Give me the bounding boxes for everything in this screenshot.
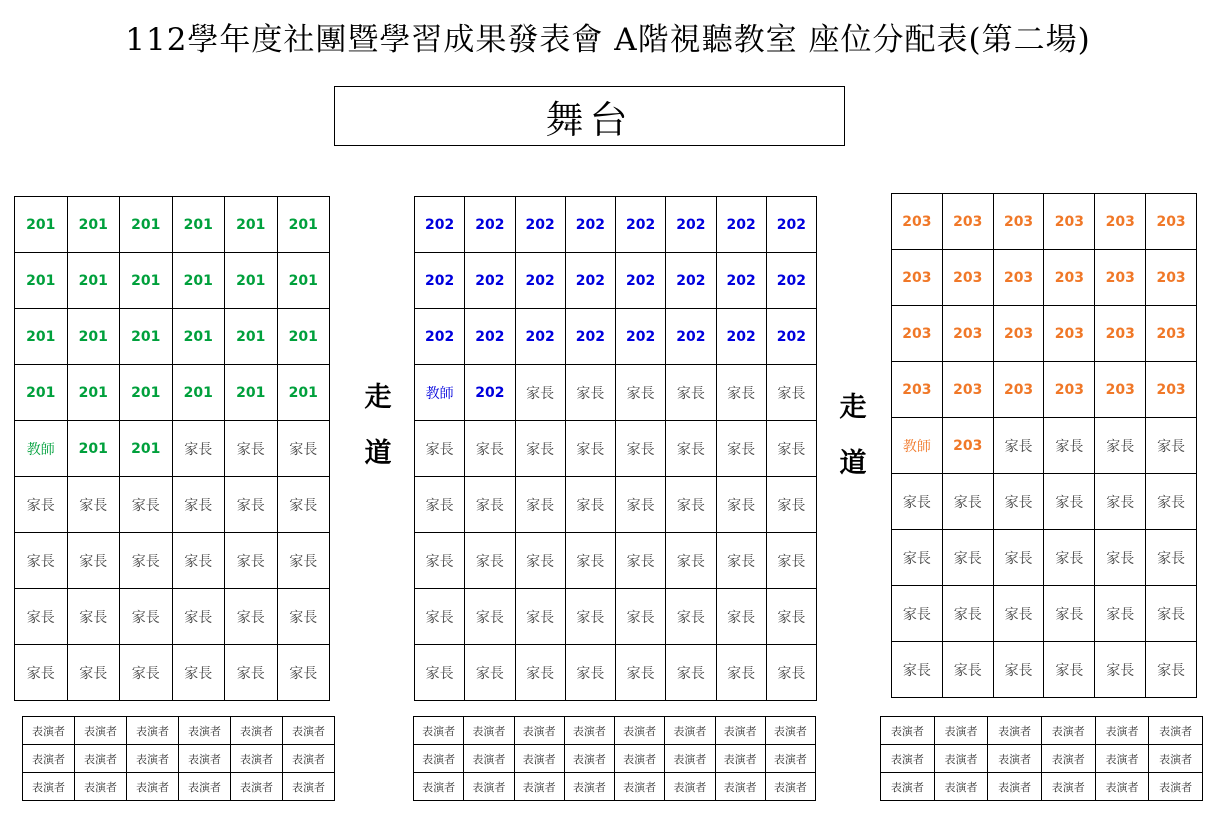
seat-cell: 家長 bbox=[1044, 642, 1095, 698]
seat-cell: 202 bbox=[515, 309, 565, 365]
seat-cell: 201 bbox=[225, 197, 278, 253]
performer-cell: 表演者 bbox=[1149, 773, 1203, 801]
seat-row bbox=[15, 253, 330, 309]
performer-cell: 表演者 bbox=[127, 773, 179, 801]
aisle-char: 道 bbox=[839, 448, 867, 479]
seat-cell: 家長 bbox=[616, 365, 666, 421]
performer-cell: 表演者 bbox=[1149, 717, 1203, 745]
performer-cell: 表演者 bbox=[988, 773, 1042, 801]
seat-cell: 201 bbox=[277, 197, 330, 253]
seat-cell: 201 bbox=[172, 197, 225, 253]
performer-cell: 表演者 bbox=[715, 717, 765, 745]
performer-row bbox=[23, 717, 335, 745]
performer-cell: 表演者 bbox=[464, 745, 514, 773]
performer-cell: 表演者 bbox=[283, 717, 335, 745]
seat-cell: 202 bbox=[465, 365, 515, 421]
seat-cell: 家長 bbox=[1044, 586, 1095, 642]
seat-cell: 家長 bbox=[766, 589, 816, 645]
seat-cell: 家長 bbox=[515, 477, 565, 533]
seat-cell: 教師 bbox=[15, 421, 68, 477]
seat-cell: 家長 bbox=[465, 533, 515, 589]
seat-cell: 203 bbox=[942, 418, 993, 474]
seat-cell: 201 bbox=[67, 421, 120, 477]
performer-cell: 表演者 bbox=[988, 717, 1042, 745]
seat-cell: 家長 bbox=[616, 645, 666, 701]
seat-cell: 203 bbox=[993, 250, 1044, 306]
seat-cell: 家長 bbox=[892, 530, 943, 586]
seat-row bbox=[892, 418, 1197, 474]
performer-cell: 表演者 bbox=[881, 717, 935, 745]
seat-cell: 家長 bbox=[993, 586, 1044, 642]
seat-row bbox=[15, 421, 330, 477]
aisle-char: 道 bbox=[364, 438, 392, 469]
performer-cell: 表演者 bbox=[283, 745, 335, 773]
seat-cell: 家長 bbox=[616, 533, 666, 589]
seat-cell: 201 bbox=[15, 309, 68, 365]
performer-row bbox=[414, 773, 816, 801]
seat-cell: 201 bbox=[67, 197, 120, 253]
performer-row bbox=[23, 745, 335, 773]
seat-cell: 家長 bbox=[716, 533, 766, 589]
seat-cell: 家長 bbox=[666, 365, 716, 421]
seat-cell: 家長 bbox=[515, 645, 565, 701]
performer-cell: 表演者 bbox=[231, 717, 283, 745]
performer-cell: 表演者 bbox=[127, 745, 179, 773]
performer-row bbox=[414, 745, 816, 773]
page-title: 112學年度社團暨學習成果發表會 A階視聽教室 座位分配表(第二場) bbox=[125, 22, 1091, 58]
seat-cell: 家長 bbox=[993, 530, 1044, 586]
seat-cell: 201 bbox=[277, 309, 330, 365]
aisle-char: 走 bbox=[839, 392, 867, 423]
seat-cell: 家長 bbox=[1095, 586, 1146, 642]
seat-cell: 家長 bbox=[1146, 530, 1197, 586]
performer-cell: 表演者 bbox=[283, 773, 335, 801]
seat-cell: 家長 bbox=[993, 474, 1044, 530]
seat-cell: 202 bbox=[766, 253, 816, 309]
seat-cell: 家長 bbox=[716, 589, 766, 645]
seat-cell: 家長 bbox=[515, 589, 565, 645]
seat-cell: 201 bbox=[172, 309, 225, 365]
seat-row bbox=[415, 365, 817, 421]
performer-table-202 bbox=[413, 716, 816, 801]
seat-cell: 家長 bbox=[716, 421, 766, 477]
seat-cell: 家長 bbox=[1095, 418, 1146, 474]
performer-cell: 表演者 bbox=[1041, 745, 1095, 773]
seat-cell: 201 bbox=[15, 253, 68, 309]
seat-cell: 家長 bbox=[716, 365, 766, 421]
seat-cell: 202 bbox=[666, 309, 716, 365]
seat-cell: 家長 bbox=[716, 645, 766, 701]
seat-cell: 家長 bbox=[1146, 586, 1197, 642]
performer-row bbox=[881, 745, 1203, 773]
performer-cell: 表演者 bbox=[665, 717, 715, 745]
performer-cell: 表演者 bbox=[514, 717, 564, 745]
seat-cell: 家長 bbox=[120, 533, 173, 589]
performer-cell: 表演者 bbox=[127, 717, 179, 745]
seat-cell: 家長 bbox=[15, 533, 68, 589]
performer-cell: 表演者 bbox=[564, 773, 614, 801]
seat-cell: 家長 bbox=[415, 589, 465, 645]
seat-cell: 家長 bbox=[1146, 474, 1197, 530]
seat-cell: 家長 bbox=[1095, 530, 1146, 586]
seat-cell: 201 bbox=[172, 365, 225, 421]
seat-cell: 家長 bbox=[766, 421, 816, 477]
performer-cell: 表演者 bbox=[1095, 773, 1149, 801]
seat-cell: 家長 bbox=[1044, 474, 1095, 530]
seat-cell: 202 bbox=[465, 253, 515, 309]
seat-cell: 201 bbox=[277, 365, 330, 421]
seat-cell: 家長 bbox=[942, 586, 993, 642]
seat-cell: 家長 bbox=[67, 533, 120, 589]
stage-box: 舞台 bbox=[334, 86, 845, 146]
seat-cell: 家長 bbox=[993, 642, 1044, 698]
seat-row bbox=[892, 474, 1197, 530]
performer-cell: 表演者 bbox=[934, 773, 988, 801]
seat-cell: 家長 bbox=[15, 589, 68, 645]
seat-cell: 203 bbox=[993, 194, 1044, 250]
seat-cell: 203 bbox=[1146, 250, 1197, 306]
seat-cell: 家長 bbox=[1146, 418, 1197, 474]
seat-cell: 家長 bbox=[942, 474, 993, 530]
seat-cell: 202 bbox=[616, 253, 666, 309]
seat-cell: 家長 bbox=[415, 421, 465, 477]
seat-cell: 201 bbox=[15, 365, 68, 421]
performer-table-201 bbox=[22, 716, 335, 801]
seat-cell: 203 bbox=[1146, 362, 1197, 418]
seat-cell: 家長 bbox=[225, 533, 278, 589]
seat-cell: 202 bbox=[515, 253, 565, 309]
seat-cell: 202 bbox=[565, 197, 615, 253]
seat-cell: 201 bbox=[120, 309, 173, 365]
seat-cell: 家長 bbox=[277, 589, 330, 645]
seat-cell: 202 bbox=[415, 253, 465, 309]
seat-cell: 家長 bbox=[415, 533, 465, 589]
seat-cell: 203 bbox=[1044, 194, 1095, 250]
performer-cell: 表演者 bbox=[231, 745, 283, 773]
performer-cell: 表演者 bbox=[75, 745, 127, 773]
performer-cell: 表演者 bbox=[564, 717, 614, 745]
seat-cell: 202 bbox=[716, 309, 766, 365]
seat-cell: 家長 bbox=[225, 645, 278, 701]
seat-row bbox=[415, 477, 817, 533]
seat-cell: 家長 bbox=[892, 474, 943, 530]
seat-cell: 家長 bbox=[172, 477, 225, 533]
seat-cell: 家長 bbox=[15, 645, 68, 701]
seat-cell: 201 bbox=[120, 197, 173, 253]
seat-cell: 家長 bbox=[67, 645, 120, 701]
seat-cell: 家長 bbox=[766, 645, 816, 701]
performer-row bbox=[23, 773, 335, 801]
performer-row bbox=[881, 717, 1203, 745]
seat-cell: 家長 bbox=[515, 421, 565, 477]
seat-cell: 家長 bbox=[616, 421, 666, 477]
seat-cell: 家長 bbox=[565, 365, 615, 421]
seat-cell: 家長 bbox=[616, 589, 666, 645]
seat-cell: 203 bbox=[1044, 250, 1095, 306]
performer-cell: 表演者 bbox=[765, 745, 815, 773]
seat-cell: 家長 bbox=[465, 589, 515, 645]
seat-row bbox=[415, 421, 817, 477]
seat-cell: 家長 bbox=[277, 421, 330, 477]
performer-cell: 表演者 bbox=[23, 773, 75, 801]
performer-cell: 表演者 bbox=[665, 745, 715, 773]
seat-cell: 201 bbox=[225, 365, 278, 421]
performer-cell: 表演者 bbox=[715, 745, 765, 773]
performer-cell: 表演者 bbox=[934, 717, 988, 745]
performer-cell: 表演者 bbox=[715, 773, 765, 801]
seat-cell: 202 bbox=[616, 309, 666, 365]
seat-cell: 家長 bbox=[1146, 642, 1197, 698]
seat-cell: 家長 bbox=[225, 589, 278, 645]
aisle-label-left bbox=[358, 370, 398, 482]
seat-cell: 202 bbox=[716, 197, 766, 253]
seat-cell: 家長 bbox=[415, 645, 465, 701]
seat-row bbox=[892, 530, 1197, 586]
seat-cell: 家長 bbox=[666, 477, 716, 533]
performer-cell: 表演者 bbox=[464, 717, 514, 745]
seat-cell: 家長 bbox=[766, 365, 816, 421]
seat-cell: 家長 bbox=[565, 477, 615, 533]
performer-cell: 表演者 bbox=[75, 717, 127, 745]
seat-cell: 202 bbox=[565, 309, 615, 365]
performer-cell: 表演者 bbox=[615, 745, 665, 773]
performer-cell: 表演者 bbox=[988, 745, 1042, 773]
performer-cell: 表演者 bbox=[615, 773, 665, 801]
seat-cell: 家長 bbox=[277, 477, 330, 533]
seat-cell: 201 bbox=[15, 197, 68, 253]
performer-cell: 表演者 bbox=[179, 717, 231, 745]
performer-cell: 表演者 bbox=[414, 773, 464, 801]
seat-cell: 家長 bbox=[942, 642, 993, 698]
seat-cell: 家長 bbox=[565, 421, 615, 477]
seat-cell: 家長 bbox=[465, 645, 515, 701]
seat-cell: 202 bbox=[666, 253, 716, 309]
seat-cell: 203 bbox=[1044, 306, 1095, 362]
performer-cell: 表演者 bbox=[414, 717, 464, 745]
seat-cell: 家長 bbox=[892, 642, 943, 698]
seat-cell: 201 bbox=[67, 253, 120, 309]
seat-cell: 203 bbox=[993, 306, 1044, 362]
seat-cell: 202 bbox=[616, 197, 666, 253]
seat-cell: 201 bbox=[67, 309, 120, 365]
performer-cell: 表演者 bbox=[765, 773, 815, 801]
seat-cell: 家長 bbox=[565, 645, 615, 701]
seat-cell: 201 bbox=[120, 253, 173, 309]
seat-cell: 201 bbox=[225, 253, 278, 309]
seat-cell: 家長 bbox=[892, 586, 943, 642]
seat-cell: 家長 bbox=[1044, 530, 1095, 586]
seat-row bbox=[892, 642, 1197, 698]
seat-cell: 203 bbox=[942, 194, 993, 250]
seat-row bbox=[15, 589, 330, 645]
seat-cell: 202 bbox=[666, 197, 716, 253]
performer-cell: 表演者 bbox=[1095, 717, 1149, 745]
seat-row bbox=[892, 194, 1197, 250]
seat-cell: 203 bbox=[1095, 362, 1146, 418]
aisle-char: 走 bbox=[364, 382, 392, 413]
seat-cell: 家長 bbox=[565, 533, 615, 589]
seat-row bbox=[415, 253, 817, 309]
seat-cell: 203 bbox=[892, 250, 943, 306]
seat-cell: 203 bbox=[1095, 250, 1146, 306]
seat-cell: 家長 bbox=[942, 530, 993, 586]
seat-cell: 家長 bbox=[666, 645, 716, 701]
performer-cell: 表演者 bbox=[665, 773, 715, 801]
performer-cell: 表演者 bbox=[179, 745, 231, 773]
seat-cell: 家長 bbox=[1095, 642, 1146, 698]
seat-cell: 203 bbox=[1146, 194, 1197, 250]
seat-cell: 家長 bbox=[766, 477, 816, 533]
seat-cell: 202 bbox=[465, 309, 515, 365]
seat-cell: 家長 bbox=[993, 418, 1044, 474]
seat-cell: 203 bbox=[942, 362, 993, 418]
seat-cell: 教師 bbox=[415, 365, 465, 421]
seat-cell: 家長 bbox=[766, 533, 816, 589]
seat-cell: 201 bbox=[120, 365, 173, 421]
seat-table-203 bbox=[891, 193, 1197, 698]
seat-row bbox=[892, 586, 1197, 642]
seat-cell: 教師 bbox=[892, 418, 943, 474]
performer-cell: 表演者 bbox=[23, 745, 75, 773]
seat-cell: 家長 bbox=[666, 589, 716, 645]
seat-cell: 203 bbox=[892, 362, 943, 418]
seat-cell: 202 bbox=[766, 309, 816, 365]
performer-cell: 表演者 bbox=[23, 717, 75, 745]
seat-cell: 202 bbox=[565, 253, 615, 309]
performer-cell: 表演者 bbox=[934, 745, 988, 773]
performer-cell: 表演者 bbox=[179, 773, 231, 801]
seat-cell: 家長 bbox=[1095, 474, 1146, 530]
seat-cell: 家長 bbox=[172, 589, 225, 645]
seat-cell: 202 bbox=[415, 309, 465, 365]
seat-row bbox=[15, 365, 330, 421]
seat-cell: 203 bbox=[1095, 306, 1146, 362]
performer-cell: 表演者 bbox=[881, 773, 935, 801]
seat-cell: 家長 bbox=[172, 645, 225, 701]
seat-cell: 203 bbox=[942, 250, 993, 306]
seat-cell: 202 bbox=[415, 197, 465, 253]
seat-cell: 201 bbox=[277, 253, 330, 309]
seat-cell: 家長 bbox=[120, 589, 173, 645]
seat-row bbox=[415, 589, 817, 645]
seat-cell: 家長 bbox=[67, 589, 120, 645]
seat-row bbox=[415, 645, 817, 701]
seat-row bbox=[15, 197, 330, 253]
seat-cell: 家長 bbox=[225, 477, 278, 533]
seat-cell: 家長 bbox=[225, 421, 278, 477]
seat-row bbox=[15, 477, 330, 533]
seat-cell: 家長 bbox=[465, 421, 515, 477]
performer-cell: 表演者 bbox=[231, 773, 283, 801]
seat-row bbox=[892, 306, 1197, 362]
performer-cell: 表演者 bbox=[1149, 745, 1203, 773]
seat-cell: 201 bbox=[67, 365, 120, 421]
performer-cell: 表演者 bbox=[615, 717, 665, 745]
seat-cell: 家長 bbox=[172, 421, 225, 477]
seat-row bbox=[892, 250, 1197, 306]
seat-cell: 家長 bbox=[277, 645, 330, 701]
seat-cell: 203 bbox=[1146, 306, 1197, 362]
seat-cell: 家長 bbox=[67, 477, 120, 533]
seat-cell: 家長 bbox=[277, 533, 330, 589]
seat-cell: 201 bbox=[172, 253, 225, 309]
seat-cell: 202 bbox=[465, 197, 515, 253]
seat-cell: 家長 bbox=[616, 477, 666, 533]
seat-cell: 家長 bbox=[15, 477, 68, 533]
performer-cell: 表演者 bbox=[881, 745, 935, 773]
seat-cell: 家長 bbox=[716, 477, 766, 533]
seat-cell: 家長 bbox=[415, 477, 465, 533]
seat-cell: 家長 bbox=[565, 589, 615, 645]
seat-cell: 202 bbox=[515, 197, 565, 253]
seat-cell: 203 bbox=[942, 306, 993, 362]
seat-cell: 家長 bbox=[120, 477, 173, 533]
performer-table-203 bbox=[880, 716, 1203, 801]
seat-cell: 家長 bbox=[1044, 418, 1095, 474]
performer-cell: 表演者 bbox=[75, 773, 127, 801]
seat-row bbox=[892, 362, 1197, 418]
seat-cell: 202 bbox=[716, 253, 766, 309]
seat-cell: 家長 bbox=[666, 421, 716, 477]
seat-row bbox=[15, 645, 330, 701]
performer-cell: 表演者 bbox=[414, 745, 464, 773]
seat-cell: 203 bbox=[892, 194, 943, 250]
seat-row bbox=[415, 533, 817, 589]
seat-cell: 202 bbox=[766, 197, 816, 253]
performer-cell: 表演者 bbox=[765, 717, 815, 745]
seat-cell: 家長 bbox=[515, 365, 565, 421]
seat-cell: 203 bbox=[1095, 194, 1146, 250]
performer-row bbox=[881, 773, 1203, 801]
performer-cell: 表演者 bbox=[514, 745, 564, 773]
seat-table-201 bbox=[14, 196, 330, 701]
seat-row bbox=[15, 533, 330, 589]
aisle-label-right bbox=[833, 380, 873, 492]
performer-cell: 表演者 bbox=[1041, 717, 1095, 745]
seat-cell: 家長 bbox=[120, 645, 173, 701]
seat-table-202 bbox=[414, 196, 817, 701]
seat-cell: 201 bbox=[225, 309, 278, 365]
performer-cell: 表演者 bbox=[1041, 773, 1095, 801]
seat-cell: 203 bbox=[892, 306, 943, 362]
performer-cell: 表演者 bbox=[564, 745, 614, 773]
seat-cell: 家長 bbox=[666, 533, 716, 589]
seat-cell: 家長 bbox=[172, 533, 225, 589]
seat-cell: 家長 bbox=[515, 533, 565, 589]
seat-cell: 203 bbox=[993, 362, 1044, 418]
performer-cell: 表演者 bbox=[514, 773, 564, 801]
performer-cell: 表演者 bbox=[464, 773, 514, 801]
seat-row bbox=[415, 197, 817, 253]
performer-cell: 表演者 bbox=[1095, 745, 1149, 773]
performer-row bbox=[414, 717, 816, 745]
seat-row bbox=[415, 309, 817, 365]
seat-cell: 家長 bbox=[465, 477, 515, 533]
seat-cell: 203 bbox=[1044, 362, 1095, 418]
seat-cell: 201 bbox=[120, 421, 173, 477]
seat-row bbox=[15, 309, 330, 365]
